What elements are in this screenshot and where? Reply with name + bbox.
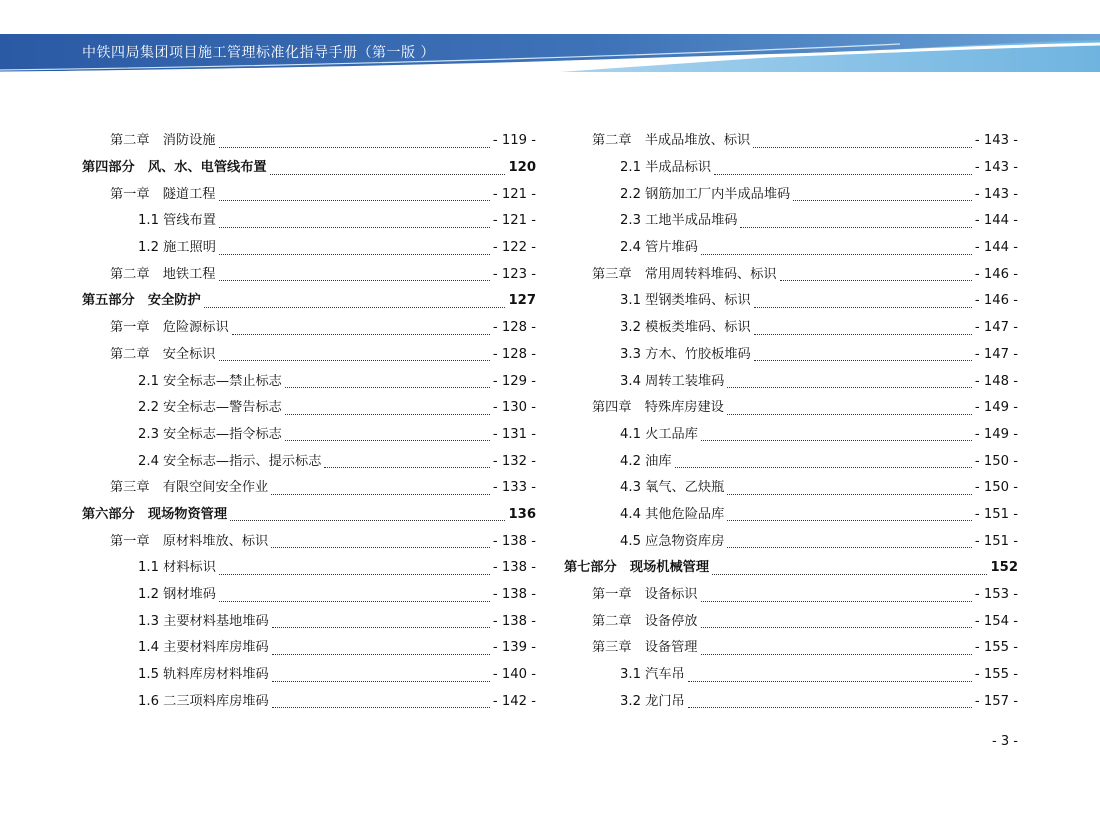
toc-dot-leader bbox=[688, 695, 972, 708]
toc-entry-page: - 149 - bbox=[974, 400, 1018, 416]
banner-graphic bbox=[0, 0, 1100, 80]
toc-dot-leader bbox=[701, 589, 972, 602]
toc-dot-leader bbox=[780, 268, 972, 281]
toc-dot-leader bbox=[219, 589, 490, 602]
toc-entry[interactable] bbox=[564, 528, 1018, 555]
toc-entry[interactable] bbox=[564, 128, 1018, 155]
toc-entry[interactable] bbox=[564, 288, 1018, 315]
toc-entry-title: 3.3 方木、竹胶板堆码 bbox=[620, 346, 751, 362]
toc-dot-leader bbox=[219, 242, 490, 255]
toc-entry[interactable] bbox=[82, 128, 536, 155]
toc-dot-leader bbox=[272, 615, 490, 628]
toc-entry-page: - 146 - bbox=[974, 293, 1018, 309]
toc-dot-leader bbox=[727, 508, 972, 521]
toc-entry-title: 第三章 设备管理 bbox=[592, 640, 698, 656]
toc-entry-page: - 150 - bbox=[974, 480, 1018, 496]
toc-column-right bbox=[564, 128, 1018, 715]
toc-entry-page: - 138 - bbox=[492, 613, 536, 629]
toc-dot-leader bbox=[204, 295, 506, 308]
toc-entry[interactable] bbox=[82, 368, 536, 395]
toc-entry[interactable] bbox=[564, 395, 1018, 422]
toc-entry-title: 2.2 钢筋加工厂内半成品堆码 bbox=[620, 186, 791, 202]
toc-dot-leader bbox=[727, 535, 972, 548]
toc-entry-page: - 138 - bbox=[492, 560, 536, 576]
toc-entry-title: 3.1 汽车吊 bbox=[620, 667, 685, 683]
toc-dot-leader bbox=[219, 135, 490, 148]
toc-entry[interactable] bbox=[564, 208, 1018, 235]
toc-entry-title: 第一章 危险源标识 bbox=[110, 320, 229, 336]
toc-entry[interactable] bbox=[82, 448, 536, 475]
toc-entry[interactable] bbox=[82, 635, 536, 662]
toc-dot-leader bbox=[285, 428, 490, 441]
toc-entry-page: - 121 - bbox=[492, 213, 536, 229]
toc-entry-page: 136 bbox=[508, 506, 536, 522]
toc-entry-page: - 155 - bbox=[974, 640, 1018, 656]
toc-entry[interactable] bbox=[564, 555, 1018, 582]
toc-entry-page: - 143 - bbox=[974, 186, 1018, 202]
toc-entry-title: 3.4 周转工装堆码 bbox=[620, 373, 725, 389]
toc-entry[interactable] bbox=[82, 555, 536, 582]
toc-entry[interactable] bbox=[82, 475, 536, 502]
toc-entry[interactable] bbox=[564, 608, 1018, 635]
toc-entry-title: 第四部分 风、水、电管线布置 bbox=[82, 160, 267, 176]
toc-dot-leader bbox=[701, 615, 972, 628]
toc-entry-page: 120 bbox=[508, 160, 536, 176]
toc-entry-page: - 131 - bbox=[492, 426, 536, 442]
page-number: - 3 - bbox=[992, 734, 1018, 749]
toc-entry[interactable] bbox=[82, 662, 536, 689]
toc-entry[interactable] bbox=[564, 502, 1018, 529]
toc-entry-title: 第二章 消防设施 bbox=[110, 133, 216, 149]
document-title: 中铁四局集团项目施工管理标准化指导手册（第一版 ） bbox=[82, 45, 435, 61]
toc-entry[interactable] bbox=[564, 422, 1018, 449]
toc-entry-title: 4.3 氧气、乙炔瓶 bbox=[620, 480, 725, 496]
toc-entry[interactable] bbox=[564, 181, 1018, 208]
toc-dot-leader bbox=[271, 482, 490, 495]
toc-entry[interactable] bbox=[82, 342, 536, 369]
toc-entry-page: - 150 - bbox=[974, 453, 1018, 469]
toc-dot-leader bbox=[675, 455, 972, 468]
toc-entry-title: 第一章 原材料堆放、标识 bbox=[110, 533, 269, 549]
toc-entry[interactable] bbox=[82, 582, 536, 609]
toc-dot-leader bbox=[272, 695, 490, 708]
toc-entry-page: - 143 - bbox=[974, 160, 1018, 176]
toc-entry[interactable] bbox=[82, 261, 536, 288]
toc-entry[interactable] bbox=[82, 235, 536, 262]
toc-entry[interactable] bbox=[82, 502, 536, 529]
toc-entry-title: 第二章 设备停放 bbox=[592, 613, 698, 629]
toc-entry-page: - 140 - bbox=[492, 667, 536, 683]
toc-entry-page: 152 bbox=[990, 560, 1018, 576]
toc-dot-leader bbox=[727, 482, 972, 495]
toc-entry-page: - 151 - bbox=[974, 506, 1018, 522]
toc-entry[interactable] bbox=[82, 528, 536, 555]
toc-dot-leader bbox=[219, 188, 490, 201]
toc-entry-page: - 147 - bbox=[974, 346, 1018, 362]
toc-dot-leader bbox=[727, 375, 972, 388]
toc-dot-leader bbox=[324, 455, 490, 468]
toc-entry-title: 第二章 地铁工程 bbox=[110, 266, 216, 282]
toc-entry-title: 3.2 模板类堆码、标识 bbox=[620, 320, 751, 336]
toc-entry[interactable] bbox=[82, 608, 536, 635]
toc-entry[interactable] bbox=[82, 315, 536, 342]
toc-entry-title: 4.2 油库 bbox=[620, 453, 672, 469]
toc-entry-title: 3.1 型钢类堆码、标识 bbox=[620, 293, 751, 309]
toc-entry[interactable] bbox=[82, 208, 536, 235]
toc-entry-title: 第三章 常用周转料堆码、标识 bbox=[592, 266, 777, 282]
toc-entry-page: - 142 - bbox=[492, 693, 536, 709]
toc-entry-page: - 154 - bbox=[974, 613, 1018, 629]
toc-dot-leader bbox=[740, 215, 971, 228]
toc-dot-leader bbox=[219, 215, 490, 228]
toc-dot-leader bbox=[754, 295, 972, 308]
toc-dot-leader bbox=[712, 562, 987, 575]
toc-entry-title: 4.4 其他危险品库 bbox=[620, 506, 725, 522]
toc-entry-title: 2.1 安全标志—禁止标志 bbox=[138, 373, 282, 389]
toc-dot-leader bbox=[272, 642, 490, 655]
toc-entry-page: - 132 - bbox=[492, 453, 536, 469]
toc-entry-page: - 138 - bbox=[492, 587, 536, 603]
toc-entry[interactable] bbox=[564, 688, 1018, 715]
toc-entry-title: 1.1 管线布置 bbox=[138, 213, 216, 229]
toc-entry-page: - 123 - bbox=[492, 266, 536, 282]
toc-entry-title: 3.2 龙门吊 bbox=[620, 693, 685, 709]
toc-dot-leader bbox=[714, 162, 972, 175]
toc-entry[interactable] bbox=[564, 475, 1018, 502]
header-banner bbox=[0, 0, 1100, 80]
toc-dot-leader bbox=[271, 535, 490, 548]
toc-entry-page: - 143 - bbox=[974, 133, 1018, 149]
toc-entry-title: 1.4 主要材料库房堆码 bbox=[138, 640, 269, 656]
toc-dot-leader bbox=[701, 428, 972, 441]
toc-entry-title: 4.1 火工品库 bbox=[620, 426, 698, 442]
toc-entry-title: 1.2 钢材堆码 bbox=[138, 587, 216, 603]
toc-entry-title: 1.5 轨料库房材料堆码 bbox=[138, 667, 269, 683]
toc-entry-page: - 133 - bbox=[492, 480, 536, 496]
toc-entry-title: 2.4 管片堆码 bbox=[620, 240, 698, 256]
toc-entry[interactable] bbox=[564, 582, 1018, 609]
toc-entry-page: 127 bbox=[508, 293, 536, 309]
toc-entry-title: 2.2 安全标志—警告标志 bbox=[138, 400, 282, 416]
toc-entry[interactable] bbox=[82, 688, 536, 715]
toc-entry-page: - 146 - bbox=[974, 266, 1018, 282]
toc-dot-leader bbox=[219, 268, 490, 281]
toc-entry-title: 2.4 安全标志—指示、提示标志 bbox=[138, 453, 322, 469]
toc-entry-page: - 139 - bbox=[492, 640, 536, 656]
toc-entry-page: - 121 - bbox=[492, 186, 536, 202]
toc-entry-title: 4.5 应急物资库房 bbox=[620, 533, 725, 549]
toc-entry[interactable] bbox=[564, 342, 1018, 369]
toc-dot-leader bbox=[701, 242, 972, 255]
toc-entry-page: - 157 - bbox=[974, 693, 1018, 709]
toc-entry-page: - 129 - bbox=[492, 373, 536, 389]
toc-dot-leader bbox=[232, 322, 490, 335]
toc-entry-page: - 153 - bbox=[974, 587, 1018, 603]
toc-entry-page: - 149 - bbox=[974, 426, 1018, 442]
toc-entry-title: 第七部分 现场机械管理 bbox=[564, 560, 710, 576]
toc-entry-page: - 119 - bbox=[492, 133, 536, 149]
toc-entry-title: 第一章 隧道工程 bbox=[110, 186, 216, 202]
toc-entry[interactable] bbox=[564, 662, 1018, 689]
toc-entry-title: 第四章 特殊库房建设 bbox=[592, 400, 724, 416]
toc-entry[interactable] bbox=[564, 155, 1018, 182]
toc-dot-leader bbox=[701, 642, 972, 655]
toc-dot-leader bbox=[285, 402, 490, 415]
toc-entry[interactable] bbox=[82, 422, 536, 449]
toc-entry-page: - 147 - bbox=[974, 320, 1018, 336]
toc-entry[interactable] bbox=[82, 395, 536, 422]
toc-entry-title: 1.3 主要材料基地堆码 bbox=[138, 613, 269, 629]
toc-entry[interactable] bbox=[564, 368, 1018, 395]
toc-entry[interactable] bbox=[82, 181, 536, 208]
toc-entry[interactable] bbox=[82, 288, 536, 315]
toc-entry[interactable] bbox=[564, 635, 1018, 662]
toc-entry-page: - 144 - bbox=[974, 240, 1018, 256]
toc-entry-title: 第二章 安全标识 bbox=[110, 346, 216, 362]
toc-dot-leader bbox=[688, 669, 972, 682]
toc-entry-page: - 148 - bbox=[974, 373, 1018, 389]
toc-dot-leader bbox=[285, 375, 490, 388]
toc-entry[interactable] bbox=[564, 261, 1018, 288]
toc-dot-leader bbox=[230, 508, 505, 521]
toc-entry[interactable] bbox=[564, 448, 1018, 475]
toc-entry-title: 第一章 设备标识 bbox=[592, 587, 698, 603]
toc-entry-page: - 130 - bbox=[492, 400, 536, 416]
toc-dot-leader bbox=[754, 348, 972, 361]
toc-entry-page: - 128 - bbox=[492, 346, 536, 362]
toc-entry[interactable] bbox=[564, 315, 1018, 342]
toc-entry-title: 第五部分 安全防护 bbox=[82, 293, 201, 309]
toc-dot-leader bbox=[270, 162, 506, 175]
toc-entry-title: 第二章 半成品堆放、标识 bbox=[592, 133, 751, 149]
toc-entry-title: 1.1 材料标识 bbox=[138, 560, 216, 576]
toc-entry-page: - 122 - bbox=[492, 240, 536, 256]
toc-entry[interactable] bbox=[564, 235, 1018, 262]
toc-entry-page: - 144 - bbox=[974, 213, 1018, 229]
toc-entry[interactable] bbox=[82, 155, 536, 182]
toc-column-left bbox=[82, 128, 536, 715]
toc-entry-title: 2.1 半成品标识 bbox=[620, 160, 712, 176]
toc-entry-title: 第六部分 现场物资管理 bbox=[82, 506, 228, 522]
toc-entry-title: 2.3 工地半成品堆码 bbox=[620, 213, 738, 229]
toc-dot-leader bbox=[753, 135, 972, 148]
toc-entry-page: - 151 - bbox=[974, 533, 1018, 549]
toc-dot-leader bbox=[754, 322, 972, 335]
toc-entry-page: - 128 - bbox=[492, 320, 536, 336]
toc-entry-page: - 138 - bbox=[492, 533, 536, 549]
toc-entry-title: 2.3 安全标志—指令标志 bbox=[138, 426, 282, 442]
toc-entry-title: 1.6 二三项料库房堆码 bbox=[138, 693, 269, 709]
toc-dot-leader bbox=[219, 348, 490, 361]
toc-dot-leader bbox=[272, 669, 490, 682]
toc-entry-page: - 155 - bbox=[974, 667, 1018, 683]
toc-dot-leader bbox=[219, 562, 490, 575]
toc-dot-leader bbox=[727, 402, 972, 415]
toc-dot-leader bbox=[793, 188, 972, 201]
toc-entry-title: 1.2 施工照明 bbox=[138, 240, 216, 256]
toc-entry-title: 第三章 有限空间安全作业 bbox=[110, 480, 269, 496]
